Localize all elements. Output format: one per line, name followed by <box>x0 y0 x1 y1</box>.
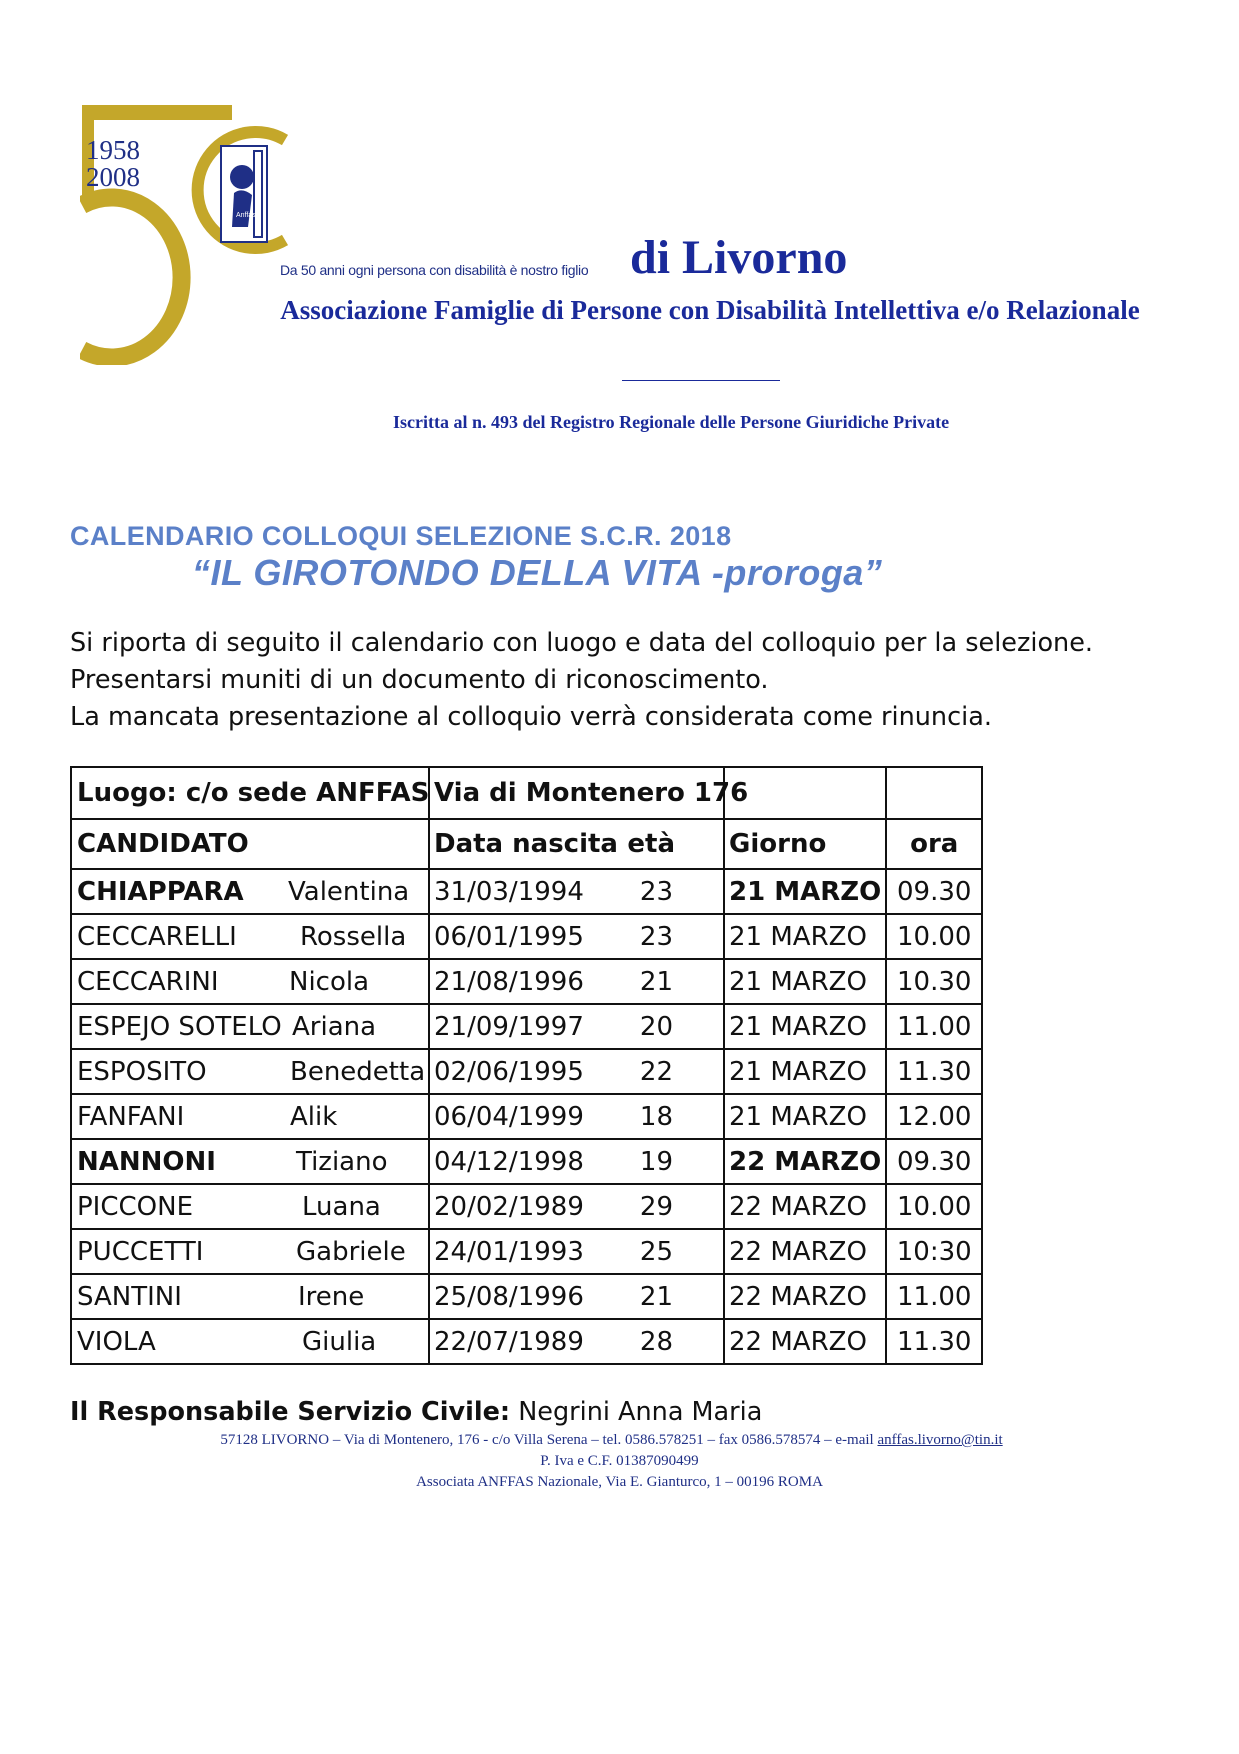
svg-text:Anffas: Anffas <box>236 212 256 219</box>
place-label: Luogo: c/o sede ANFFAS <box>77 778 430 808</box>
empty-cell <box>724 767 886 819</box>
birth-cell <box>429 1319 724 1364</box>
interview-day: 22 MARZO <box>724 1184 886 1229</box>
candidate-surname: ESPOSITO <box>77 1056 207 1087</box>
header-day: Giorno <box>724 819 886 869</box>
table-row <box>71 1139 982 1184</box>
calendar-title: CALENDARIO COLLOQUI SELEZIONE S.C.R. 2018 <box>70 521 732 551</box>
age: 20 <box>639 1011 673 1042</box>
interview-time: 11.00 <box>886 1004 982 1049</box>
table-row <box>71 959 982 1004</box>
candidate-surname: VIOLA <box>77 1326 156 1357</box>
candidate-surname: PUCCETTI <box>77 1236 204 1267</box>
age: 21 <box>639 966 673 997</box>
table-row <box>71 1094 982 1139</box>
candidate-name: Rossella <box>300 921 407 952</box>
header-birth-date-label: Data nascita <box>434 829 618 859</box>
candidate-surname: FANFANI <box>77 1101 185 1132</box>
year-start: 1958 <box>86 135 140 165</box>
interview-time: 11.30 <box>886 1319 982 1364</box>
interview-time: 11.30 <box>886 1049 982 1094</box>
birth-date: 06/01/1995 <box>434 921 584 952</box>
birth-cell <box>429 1229 724 1274</box>
interview-day: 21 MARZO <box>724 1004 886 1049</box>
candidate-cell <box>71 1139 429 1184</box>
candidate-cell <box>71 1049 429 1094</box>
birth-cell <box>429 1004 724 1049</box>
birth-date: 24/01/1993 <box>434 1236 584 1267</box>
age: 23 <box>639 921 673 952</box>
interview-day: 22 MARZO <box>724 1319 886 1364</box>
candidate-surname: NANNONI <box>77 1146 216 1177</box>
table-row <box>71 914 982 959</box>
candidate-cell <box>71 1184 429 1229</box>
candidate-surname: CECCARELLI <box>77 921 237 952</box>
birth-date: 06/04/1999 <box>434 1101 584 1132</box>
header-age-label: età <box>627 829 675 859</box>
birth-cell <box>429 914 724 959</box>
candidate-cell <box>71 1274 429 1319</box>
interview-time: 09.30 <box>886 1139 982 1184</box>
candidate-surname: SANTINI <box>77 1281 182 1312</box>
birth-date: 22/07/1989 <box>434 1326 584 1357</box>
project-subtitle: “IL GIROTONDO DELLA VITA -proroga” <box>192 552 883 593</box>
age: 23 <box>639 876 673 907</box>
signature-name: Negrini Anna Maria <box>518 1397 763 1427</box>
candidate-name: Gabriele <box>296 1236 406 1267</box>
interview-day: 21 MARZO <box>724 869 886 914</box>
birth-date: 20/02/1989 <box>434 1191 584 1222</box>
candidate-cell <box>71 959 429 1004</box>
association-name: Associazione Famiglie di Persone con Disabilità Intellettiva e/o Relazionale <box>280 295 1140 325</box>
candidate-name: Alik <box>290 1101 338 1132</box>
candidate-name: Tiziano <box>296 1146 388 1177</box>
table-header-place <box>71 767 982 819</box>
anffas-50-years-logo <box>80 105 300 365</box>
empty-cell <box>886 767 982 819</box>
interview-day: 21 MARZO <box>724 1049 886 1094</box>
age: 19 <box>639 1146 673 1177</box>
birth-cell <box>429 1139 724 1184</box>
interview-time: 10.00 <box>886 1184 982 1229</box>
birth-cell <box>429 1049 724 1094</box>
age: 28 <box>639 1326 673 1357</box>
birth-date: 21/09/1997 <box>434 1011 584 1042</box>
age: 29 <box>639 1191 673 1222</box>
interview-time: 10.00 <box>886 914 982 959</box>
table-row <box>71 1319 982 1364</box>
interview-day: 21 MARZO <box>724 914 886 959</box>
year-end: 2008 <box>86 162 140 192</box>
place-cell <box>71 767 429 819</box>
intro-line: Si riporta di seguito il calendario con luogo e data del colloquio per la selezione. <box>70 628 1094 658</box>
birth-date: 31/03/1994 <box>434 876 584 907</box>
footer-address: 57128 LIVORNO – Via di Montenero, 176 - c/o Villa Serena – tel. 0586.578251 – fax 0586.578574 – e-mail <box>220 1432 878 1448</box>
interview-schedule-table <box>70 766 983 1365</box>
birth-cell <box>429 1094 724 1139</box>
interview-day: 22 MARZO <box>724 1229 886 1274</box>
candidate-name: Luana <box>302 1191 381 1222</box>
candidate-cell <box>71 914 429 959</box>
signature-label: Il Responsabile Servizio Civile <box>70 1397 500 1427</box>
interview-day: 21 MARZO <box>724 959 886 1004</box>
candidate-cell <box>71 1229 429 1274</box>
candidate-surname: ESPEJO SOTELO <box>77 1011 282 1042</box>
intro-line: La mancata presentazione al colloquio verrà considerata come rinuncia. <box>70 702 992 732</box>
intro-text <box>70 625 1093 736</box>
birth-date: 04/12/1998 <box>434 1146 584 1177</box>
registry-note: Iscritta al n. 493 del Registro Regionale delle Persone Giuridiche Private <box>393 412 950 432</box>
interview-day: 22 MARZO <box>724 1274 886 1319</box>
table-row <box>71 1184 982 1229</box>
header-candidate <box>71 819 429 869</box>
candidate-cell <box>71 869 429 914</box>
candidate-name: Giulia <box>302 1326 377 1357</box>
table-row <box>71 1274 982 1319</box>
interview-time: 10:30 <box>886 1229 982 1274</box>
interview-time: 10.30 <box>886 959 982 1004</box>
anffas-emblem-icon <box>220 145 268 243</box>
interview-day: 22 MARZO <box>724 1139 886 1184</box>
candidate-name: Ariana <box>292 1011 377 1042</box>
candidate-name: Irene <box>298 1281 365 1312</box>
address-label: Via di Montenero 176 <box>434 778 749 808</box>
candidate-cell <box>71 1004 429 1049</box>
interview-time: 09.30 <box>886 869 982 914</box>
candidate-surname: CECCARINI <box>77 966 219 997</box>
letterhead-footer <box>0 1430 1239 1493</box>
age: 22 <box>639 1056 673 1087</box>
birth-cell <box>429 1274 724 1319</box>
motto: Da 50 anni ogni persona con disabilità è nostro figlio <box>280 262 589 278</box>
age: 25 <box>639 1236 673 1267</box>
candidate-name: Benedetta <box>290 1056 426 1087</box>
table-header-columns <box>71 819 982 869</box>
footer-email-link[interactable]: anffas.livorno@tin.it <box>877 1432 1003 1448</box>
birth-cell <box>429 959 724 1004</box>
footer-vat: P. Iva e C.F. 01387090499 <box>540 1453 699 1469</box>
footer-affiliation: Associata ANFFAS Nazionale, Via E. Gianturco, 1 – 00196 ROMA <box>416 1474 823 1490</box>
birth-date: 02/06/1995 <box>434 1056 584 1087</box>
table-row <box>71 1004 982 1049</box>
city-title: di Livorno <box>630 231 848 284</box>
interview-day: 21 MARZO <box>724 1094 886 1139</box>
birth-cell <box>429 869 724 914</box>
address-cell <box>429 767 749 819</box>
header-time: ora <box>886 819 982 869</box>
header-candidate-label: CANDIDATO <box>77 829 249 859</box>
interview-time: 11.00 <box>886 1274 982 1319</box>
birth-date: 21/08/1996 <box>434 966 584 997</box>
candidate-name: Nicola <box>289 966 370 997</box>
table-row <box>71 1049 982 1094</box>
candidate-name: Valentina <box>288 876 410 907</box>
candidate-cell <box>71 1094 429 1139</box>
birth-date: 25/08/1996 <box>434 1281 584 1312</box>
age: 18 <box>639 1101 673 1132</box>
candidate-cell <box>71 1319 429 1364</box>
candidate-surname: CHIAPPARA <box>77 876 244 907</box>
table-row <box>71 1229 982 1274</box>
header-divider <box>622 380 780 381</box>
candidate-surname: PICCONE <box>77 1191 193 1222</box>
signature-line: Il Responsabile Servizio Civile: Negrini Anna Maria <box>70 1397 763 1427</box>
birth-cell <box>429 1184 724 1229</box>
footer-address-line <box>0 1430 1231 1451</box>
table-row <box>71 869 982 914</box>
interview-time: 12.00 <box>886 1094 982 1139</box>
logo-years <box>86 137 140 191</box>
intro-line: Presentarsi muniti di un documento di riconoscimento. <box>70 665 769 695</box>
age: 21 <box>639 1281 673 1312</box>
header-birth <box>429 819 724 869</box>
